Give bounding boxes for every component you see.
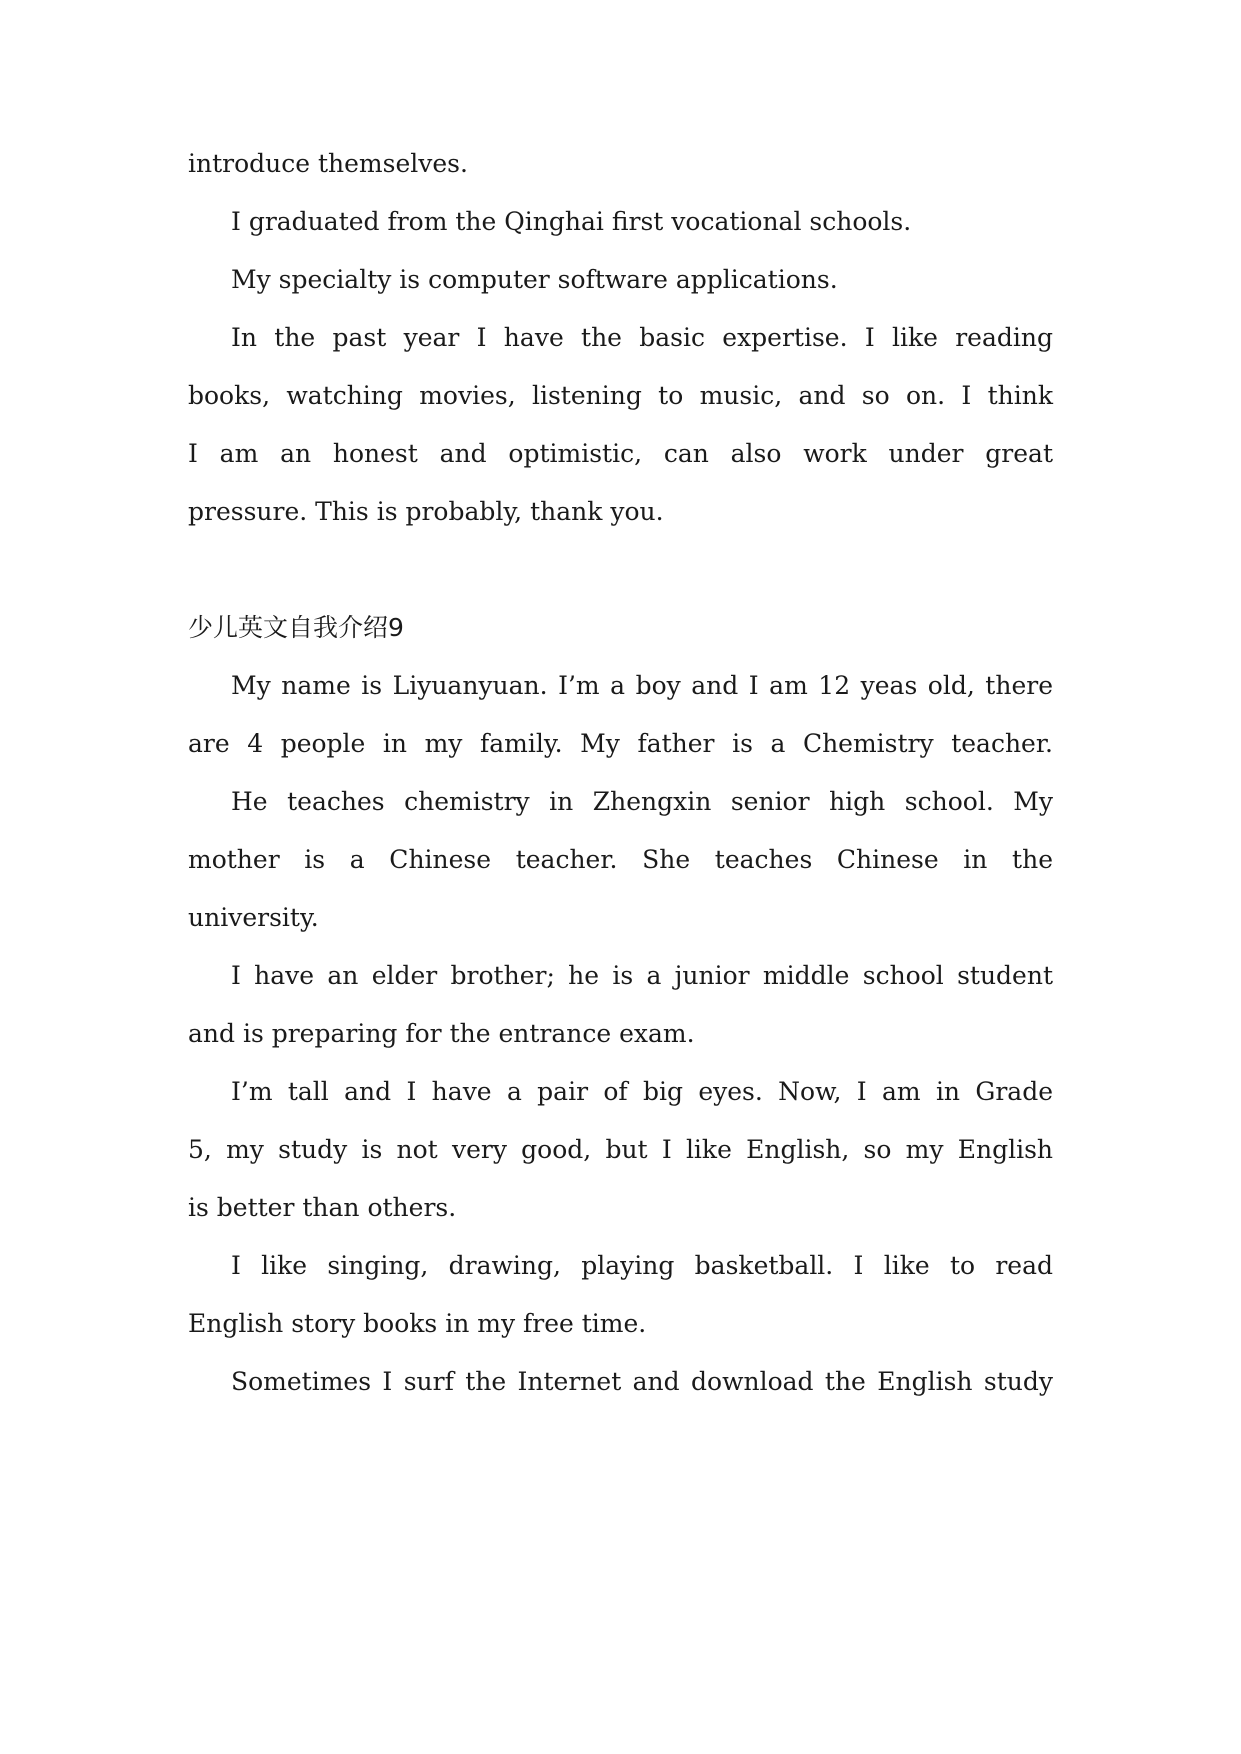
paragraph-line: English story books in my free time.: [188, 1309, 647, 1338]
paragraph-line: university.: [188, 903, 319, 932]
paragraph-line: are 4 people in my family. My father is a Chemistry teacher.: [188, 729, 1053, 758]
paragraph-line: I am an honest and optimistic, can also work under great: [188, 439, 1053, 468]
paragraph-line: He teaches chemistry in Zhengxin senior high school. My: [231, 787, 1053, 816]
paragraph-line: My specialty is computer software applications.: [231, 265, 838, 294]
paragraph-line: I graduated from the Qinghai first vocational schools.: [231, 207, 912, 236]
paragraph-line: Sometimes I surf the Internet and download the English study: [231, 1367, 1053, 1396]
paragraph-line: and is preparing for the entrance exam.: [188, 1019, 695, 1048]
paragraph-line: I have an elder brother; he is a junior middle school student: [231, 961, 1053, 990]
paragraph-line: is better than others.: [188, 1193, 457, 1222]
paragraph-line: 5, my study is not very good, but I like English, so my English: [188, 1135, 1053, 1164]
paragraph-line: In the past year I have the basic expertise. I like reading: [231, 323, 1053, 352]
section-heading: 少儿英文自我介绍9: [188, 613, 404, 642]
paragraph-line: introduce themselves.: [188, 149, 468, 178]
paragraph-line: I like singing, drawing, playing basketball. I like to read: [231, 1251, 1053, 1280]
paragraph-line: books, watching movies, listening to music, and so on. I think: [188, 381, 1053, 410]
paragraph-line: I’m tall and I have a pair of big eyes. Now, I am in Grade: [231, 1077, 1053, 1106]
paragraph-line: mother is a Chinese teacher. She teaches Chinese in the: [188, 845, 1053, 874]
paragraph-line: pressure. This is probably, thank you.: [188, 497, 664, 526]
paragraph-line: My name is Liyuanyuan. I’m a boy and I am 12 yeas old, there: [231, 671, 1053, 700]
